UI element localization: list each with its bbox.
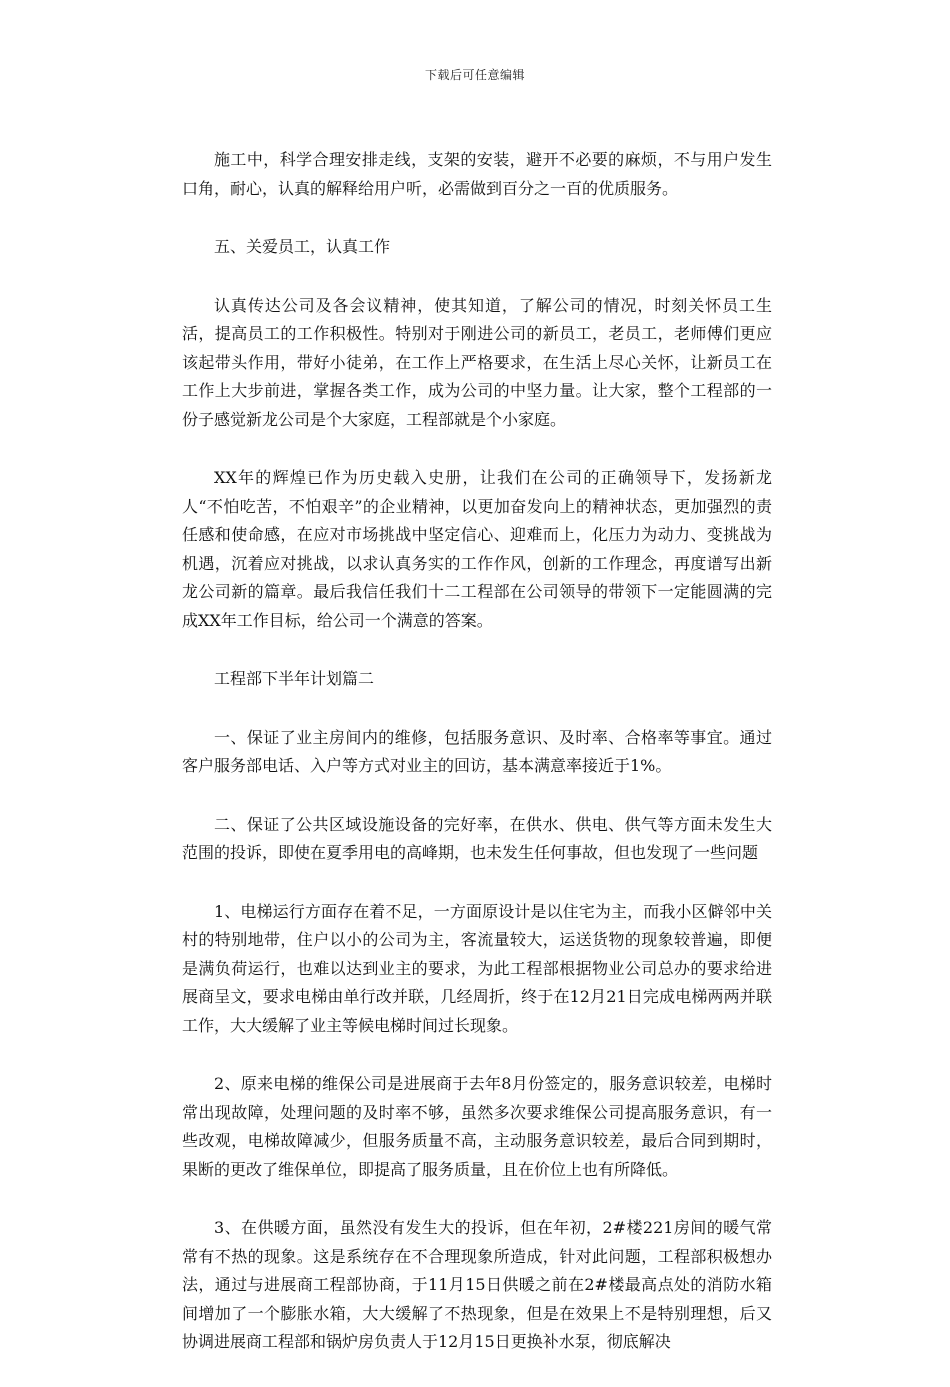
- paragraph-elevator-operation: 1、电梯运行方面存在着不足，一方面原设计是以住宅为主，而我小区僻邻中关村的特别地带，住户以小的公司为主，客流量较大，运送货物的现象较普遍，即便是满负荷运行，也难以达到业主的要求，为此工程部根据物业公司总办的要求给进展商呈文，要求电梯由单行改并联，几经周折，终于在12月21日完成电梯两两并联工作，大大缓解了业主等候电梯时间过长现象。: [182, 901, 772, 1035]
- section-heading-plan-two: 工程部下半年计划篇二: [214, 669, 375, 688]
- paragraph-staff-care: 认真传达公司及各会议精神，使其知道，了解公司的情况，时刻关怀员工生活，提高员工的工作积极性。特别对于刚进公司的新员工，老员工，老师傅们更应该起带头作用，带好小徒弟，在工作上严格要求，在生活上尽心关怀，让新员工在工作上大步前进，掌握各类工作，成为公司的中坚力量。让大家，整个工程部的一份子感觉新龙公司是个大家庭，工程部就是个小家庭。: [182, 295, 772, 429]
- paragraph-public-facilities: 二、保证了公共区域设施设备的完好率，在供水、供电、供气等方面未发生大范围的投诉，即使在夏季用电的高峰期，也未发生任何事故，但也发现了一些问题: [182, 814, 772, 862]
- header-note: 下载后可任意编辑: [424, 68, 525, 82]
- paragraph-maintenance: 一、保证了业主房间内的维修，包括服务意识、及时率、合格率等事宜。通过客户服务部电话、入户等方式对业主的回访，基本满意率接近于1%。: [182, 727, 772, 775]
- document-body: [182, 146, 772, 1387]
- paragraph-heating: 3、在供暖方面，虽然没有发生大的投诉，但在年初，2#楼221房间的暖气常常有不热的现象。这是系统存在不合理现象所造成，针对此问题，工程部积极想办法，通过与进展商工程部协商，于11月15日供暖之前在2#楼最高点处的消防水箱间增加了一个膨胀水箱，大大缓解了不热现象，但是在效果上不是特别理想，后又协调进展商工程部和锅炉房负责人于12月15日更换补水泵，彻底解决: [182, 1218, 772, 1351]
- paragraph-construction-service: 施工中，科学合理安排走线，支架的安装，避开不必要的麻烦，不与用户发生口角，耐心，认真的解释给用户听，必需做到百分之一百的优质服务。: [182, 150, 772, 198]
- paragraph-conclusion: XX年的辉煌已作为历史载入史册，让我们在公司的正确领导下，发扬新龙人“不怕吃苦，不怕艰辛”的企业精神，以更加奋发向上的精神状态，更加强烈的责任感和使命感，在应对市场挑战中坚定信心、迎难而上，化压力为动力、变挑战为机遇，沉着应对挑战，以求认真务实的工作作风，创新的工作理念，再度谱写出新龙公司新的篇章。最后我信任我们十二工程部在公司领导的带领下一定能圆满的完成XX年工作目标，给公司一个满意的答案。: [182, 468, 772, 630]
- paragraph-elevator-maintenance: 2、原来电梯的维保公司是进展商于去年8月份签定的，服务意识较差，电梯时常出现故障，处理问题的及时率不够，虽然多次要求维保公司提高服务意识，有一些改观，电梯故障减少，但服务质量不高，主动服务意识较差，最后合同到期时，果断的更改了维保单位，即提高了服务质量，且在价位上也有所降低。: [182, 1074, 772, 1179]
- section-heading-care-staff: 五、关爱员工，认真工作: [214, 237, 391, 256]
